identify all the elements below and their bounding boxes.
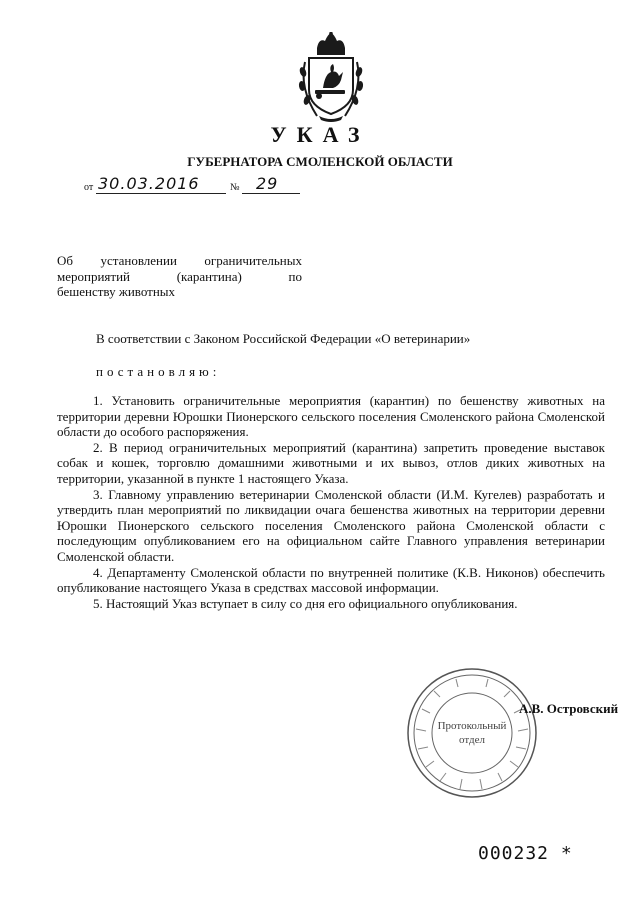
decree-item: 1. Установить ограничительные мероприятия (карантин) по бешенству животных на территории деревни Юрошки Пионерского сельского поселения Смоленского района Смоленской области до особого распоряжения. bbox=[57, 393, 605, 440]
decree-item: 2. В период ограничительных мероприятий (карантина) запретить проведение выставок собак и кошек, торговлю домашними животными и их вывоз, отлов диких животных на территории, указанной в пункте 1 настоящего Указа. bbox=[57, 439, 605, 486]
coat-of-arms-icon bbox=[295, 32, 367, 122]
stamp-text: Протокольный bbox=[437, 720, 507, 732]
registration-line bbox=[84, 176, 324, 198]
serial-number: 000232 * bbox=[478, 843, 573, 864]
signatory-name: А.В. Островский bbox=[519, 701, 619, 716]
document-subtitle: ГУБЕРНАТОРА СМОЛЕНСКОЙ ОБЛАСТИ bbox=[187, 154, 453, 169]
seal-stamp bbox=[404, 665, 540, 801]
decree-item: 5. Настоящий Указ вступает в силу со дня его официального опубликования. bbox=[93, 595, 518, 611]
document-title: УКАЗ bbox=[270, 122, 370, 147]
subject-line: Об установлении ограничительных bbox=[57, 253, 302, 268]
stamp-text: отдел bbox=[459, 734, 485, 746]
subject-line: мероприятий (карантина) по bbox=[57, 268, 302, 284]
decree-item: 4. Департаменту Смоленской области по внутренней политике (К.В. Никонов) обеспечить опубликование настоящего Указа в средствах массовой информации. bbox=[57, 564, 605, 596]
preamble: В соответствии с Законом Российской Федерации «О ветеринарии» bbox=[96, 331, 471, 346]
number-underline bbox=[242, 193, 300, 194]
subject-line: бешенству животных bbox=[57, 284, 176, 299]
date-label: от bbox=[84, 182, 94, 193]
number-label: № bbox=[230, 182, 240, 193]
number-value: 29 bbox=[256, 174, 279, 193]
decree-items bbox=[57, 393, 605, 611]
decree-item: 3. Главному управлению ветеринарии Смоленской области (И.М. Кугелев) разработать и утвердить план мероприятий по ликвидации очага бешенства животных на территории деревни Юрошки Пионерского сельского поселения Смоленского района Смоленской области с последующим опубликованием его на официальном сайте Главного управления ветеринарии Смоленской области. bbox=[57, 486, 605, 564]
date-value: 30.03.2016 bbox=[98, 174, 200, 193]
decree-word: постановляю: bbox=[96, 364, 221, 379]
date-underline bbox=[96, 193, 226, 194]
document-subject bbox=[57, 253, 302, 300]
